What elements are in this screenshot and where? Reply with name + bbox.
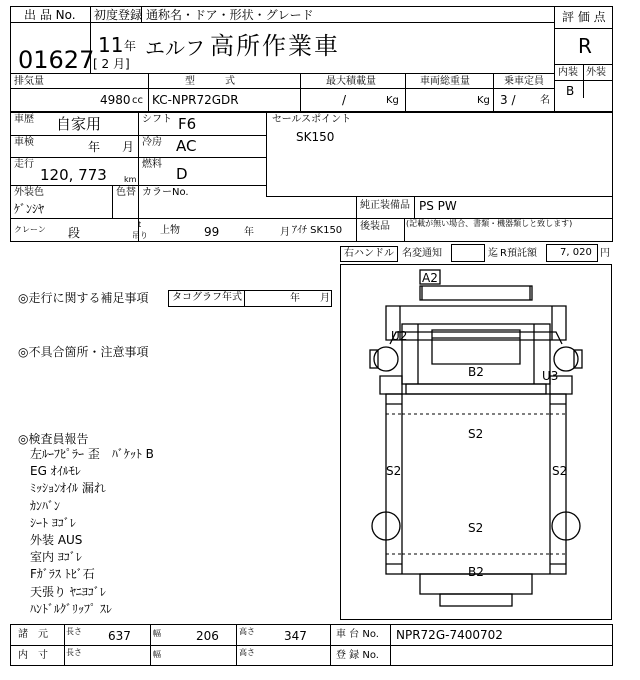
report-line: 室内 ﾖｺﾞﾚ (30, 550, 82, 565)
handle-value: 右ハンドル (344, 248, 394, 259)
diagram-mark-b2-rear: B2 (468, 565, 484, 579)
lot-number: 01627 (18, 46, 95, 74)
year-unit: 年 (124, 39, 137, 53)
crane-label: クレーン (14, 225, 46, 234)
history-label: 車歴 (14, 114, 34, 125)
first-reg-month: [ 2 月] (93, 57, 130, 71)
width-value: 206 (196, 629, 219, 643)
name-change-label: 名変通知 (402, 248, 442, 259)
shift-value: F6 (178, 115, 197, 133)
post-equipment-label: 後装品 (360, 221, 390, 232)
inner-height-label: 高さ (239, 648, 255, 657)
recycle-amount: 7, 020 (560, 247, 592, 258)
mileage-value: 120, 773 (40, 166, 107, 184)
height-label: 高さ (239, 627, 255, 636)
post-equipment-note: (記載が無い場合、書類・機器類しと致します) (406, 219, 573, 228)
inner-dims-label: 内 寸 (18, 650, 48, 661)
crane-year: 99 (204, 225, 220, 239)
defects-title: ◎不具合箇所・注意事項 (18, 345, 149, 359)
gross-weight-kg: Kg (477, 95, 490, 106)
sales-point-label: セールスポイント (272, 114, 352, 125)
color-value: ｹﾞﾝｼﾔ (14, 202, 45, 216)
interior-label: 内装 (558, 67, 578, 78)
cc-unit: cc (132, 95, 143, 106)
max-load-label: 最大積載量 (326, 76, 376, 87)
length-label: 長さ (66, 627, 82, 636)
rating-label: 評 価 点 (562, 10, 606, 24)
max-load-value: / (342, 93, 347, 107)
diagram-mark-s2-upper: S2 (468, 427, 484, 441)
registration-label: 登 録 No. (336, 650, 379, 661)
inspection-month: 月 (122, 140, 135, 154)
chassis-label: 車 台 No. (336, 629, 379, 640)
crane-maker: ｱｲﾁ SK150 (292, 225, 343, 236)
recycle-label: R預託額 (500, 248, 537, 259)
history-value: 自家用 (56, 115, 102, 133)
ac-label: 冷房 (142, 137, 162, 148)
interior-grade: B (566, 84, 575, 98)
crane-month-unit: 月 (280, 227, 290, 238)
length-value: 637 (108, 629, 131, 643)
tacho-month: 月 (320, 293, 330, 304)
capacity-label: 乗車定員 (504, 76, 544, 87)
height-value: 347 (284, 629, 307, 643)
person-unit: 名 (540, 95, 550, 106)
lot-label: 出 品 No. (24, 8, 76, 22)
report-line: 左ﾙｰﾌﾋﾟﾗｰ 歪 ﾊﾞｹｯﾄ B (30, 447, 154, 461)
report-line: ﾐｯｼｮﾝｵｲﾙ 漏れ (30, 481, 106, 496)
first-reg-year: 11 (98, 33, 124, 57)
crane-t: t (138, 220, 142, 229)
mileage-label: 走行 (14, 159, 34, 170)
model-label: 型 式 (185, 76, 235, 87)
crane-hang: 吊り (132, 231, 148, 240)
driving-notes-title: ◎走行に関する補足事項 (18, 291, 149, 305)
report-line: ｼｰﾄ ﾖｺﾞﾚ (30, 515, 76, 530)
diagram-mark-u2: U2 (391, 329, 408, 343)
crane-year-unit: 年 (244, 227, 254, 238)
crane-top-label: 上物 (160, 225, 180, 236)
report-line: 天張り ﾔﾆﾖｺﾞﾚ (30, 584, 106, 599)
diagram-mark-s2-left: S2 (386, 464, 402, 478)
fuel-value: D (176, 165, 188, 183)
car-name: エルフ (145, 36, 205, 60)
report-line: Fｶﾞﾗｽ ﾄﾋﾞ石 (30, 567, 95, 582)
gross-weight-label: 車両総重量 (420, 76, 470, 87)
vehicle-name-label: 通称名・ドア・形状・グレード (146, 8, 314, 22)
car-grade: 高所作業車 (210, 32, 340, 60)
report-line: EG ｵｲﾙﾓﾚ (30, 464, 81, 479)
report-line: ﾊﾝﾄﾞﾙｸﾞﾘｯﾌﾟ ｽﾚ (30, 601, 112, 616)
yen-unit: 円 (600, 248, 610, 259)
first-reg-label: 初度登録 (94, 8, 143, 22)
chassis-value: NPR72G-7400702 (396, 628, 503, 642)
model-value: KC-NPR72GDR (152, 93, 239, 107)
rating-value: R (578, 34, 592, 58)
km-unit: km (124, 175, 137, 184)
name-change-box (451, 244, 485, 262)
inspection-year: 年 (88, 140, 101, 154)
color-change-label: 色替 (116, 187, 136, 198)
width-label: 幅 (153, 629, 161, 638)
inner-length-label: 長さ (66, 648, 82, 657)
color-label: 外装色 (14, 187, 44, 198)
displacement-value: 4980 (100, 93, 131, 107)
tacho-year: 年 (290, 293, 300, 304)
diagram-mark-s2-lower: S2 (468, 521, 484, 535)
tax-prefix: 迄 (488, 248, 498, 259)
spec-label: 諸 元 (18, 629, 48, 640)
ac-value: AC (176, 137, 197, 155)
exterior-label: 外装 (586, 67, 606, 78)
diagram-mark-b2-front: B2 (468, 365, 484, 379)
sales-point-value: SK150 (296, 130, 335, 144)
max-load-kg: Kg (386, 95, 399, 106)
report-line: ｶﾝﾊﾞﾝ (30, 498, 61, 513)
equipment-label: 純正装備品 (360, 200, 410, 211)
fuel-label: 燃料 (142, 159, 162, 170)
diagram-mark-s2-right: S2 (552, 464, 568, 478)
equipment-value: PS PW (419, 199, 457, 213)
diagram-mark-u3: U3 (542, 369, 559, 383)
color-code-label: カラーNo. (142, 187, 189, 198)
capacity-value: 3 / (500, 93, 516, 107)
diagram-mark-a2: A2 (422, 271, 438, 285)
tacho-label: タコグラフ年式 (172, 292, 242, 303)
report-line: 外装 AUS (30, 533, 83, 547)
inspection-label: 車検 (14, 137, 34, 148)
displacement-label: 排気量 (14, 76, 44, 87)
inspector-title: ◎検査員報告 (18, 432, 89, 446)
shift-label: シフト (142, 114, 172, 125)
crane-stage: 段 (68, 226, 81, 240)
inner-width-label: 幅 (153, 650, 161, 659)
